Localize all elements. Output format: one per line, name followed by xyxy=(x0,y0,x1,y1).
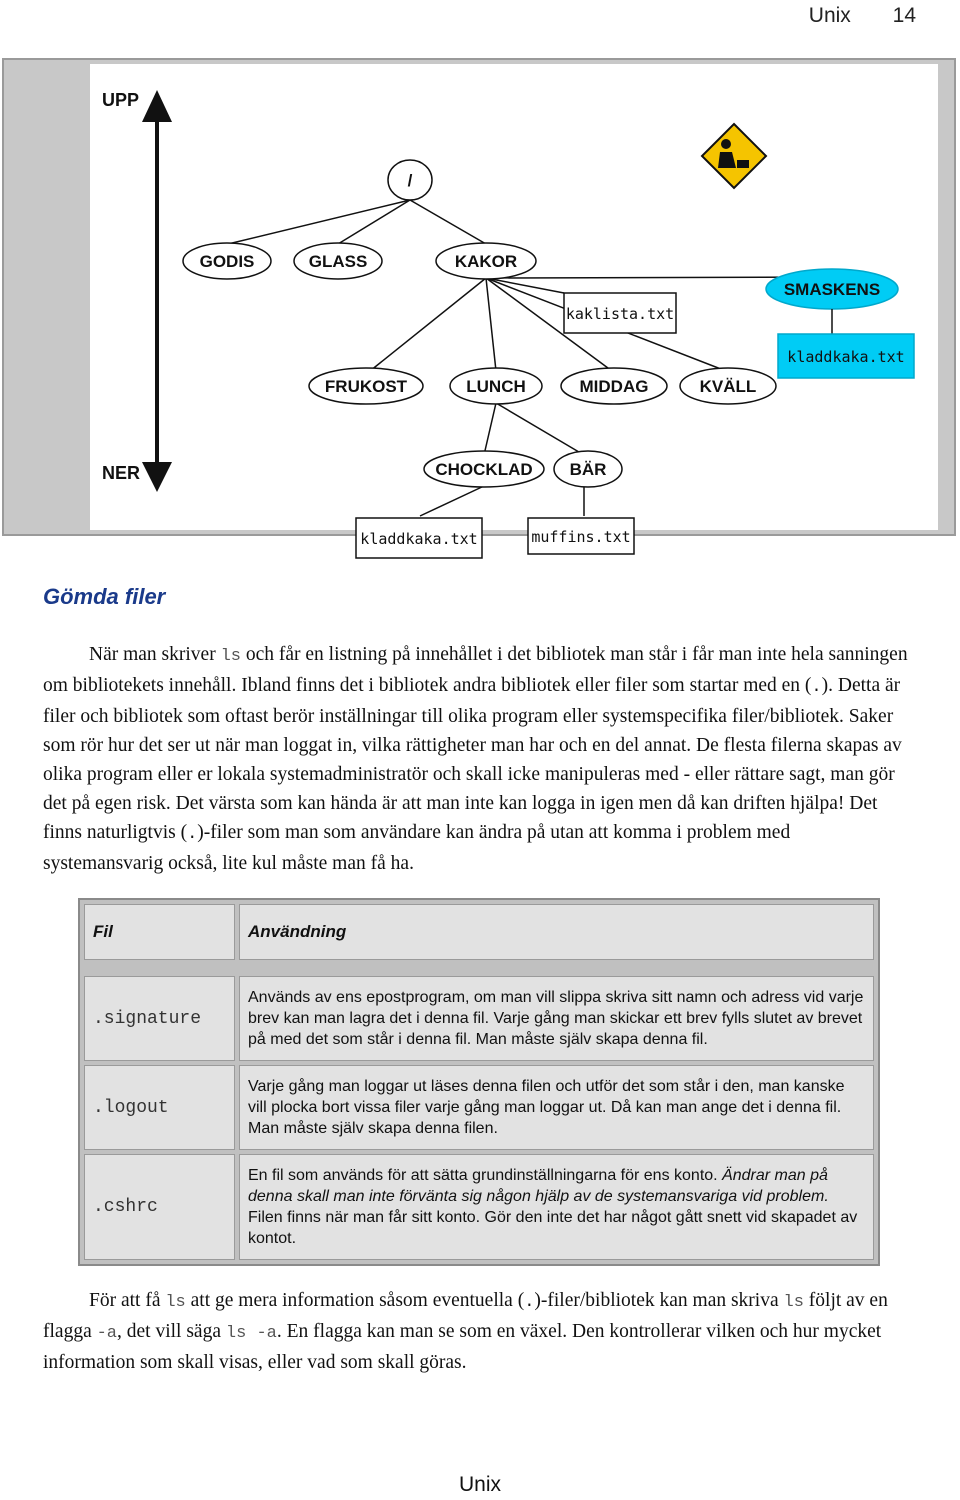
kladdkaka-top-label: kladdkaka.txt xyxy=(787,348,905,366)
text-span: En fil som används för att sätta grundinställningarna för ens konto. xyxy=(248,1167,723,1184)
intro-paragraph xyxy=(43,640,909,878)
table-row xyxy=(84,976,874,1061)
muffins-label: muffins.txt xyxy=(531,528,631,546)
header-file: Fil xyxy=(84,904,235,960)
page-number: 14 xyxy=(892,4,916,27)
kakor-label: KAKOR xyxy=(454,252,518,271)
hidden-files-table xyxy=(78,898,880,1266)
godis-label: GODIS xyxy=(199,252,255,271)
inline-code: ls -a xyxy=(225,1324,277,1343)
header-title: Unix xyxy=(808,4,851,27)
table-header-row xyxy=(84,904,874,960)
inline-code: ls xyxy=(783,1293,804,1312)
middag-label: MIDDAG xyxy=(579,377,649,396)
arrow-down-icon xyxy=(142,462,172,492)
text-span: ). Detta är filer och bibliotek som oftast berör inställningar till olika program eller systemspecifika filer/bibliotek. Saker som rör hur det ser ut när man loggat in, vilka rättigheter man har och en del annat. De flesta filerna skapas av olika program eller er lokala systemadministratör och skall icke manipuleras med - eller rättare sagt, man gör det på egen risk. Det värsta som kan hända är att man inte kan logga in igen men då kan driften hjälpa! Det finns naturligtvis ( xyxy=(43,675,902,843)
file-desc-cell xyxy=(239,1154,874,1260)
construction-worker-icon xyxy=(702,124,766,188)
text-span: följt av en flagga xyxy=(43,1290,888,1342)
page-footer: Unix xyxy=(458,1473,501,1496)
table-row xyxy=(84,1154,874,1260)
ls-flag-paragraph xyxy=(43,1286,909,1377)
figure-canvas xyxy=(90,64,938,548)
emphasis-text: Ändrar man på denna skall man inte förvänta sig någon hjälp av de systemansvariga vid problem. xyxy=(248,1167,829,1205)
inline-code: . xyxy=(187,825,198,844)
directory-tree-figure xyxy=(2,58,956,548)
page-header xyxy=(779,4,916,28)
arrow-up-icon xyxy=(142,90,172,122)
kladdkaka-bottom-label: kladdkaka.txt xyxy=(360,530,478,548)
frukost-label: FRUKOST xyxy=(324,377,408,396)
text-span: Filen finns när man får sitt konto. Gör den inte det har något gått snett vid skapadet av kontot. xyxy=(248,1209,858,1247)
text-span: )-filer/bibliotek kan man skriva xyxy=(534,1290,784,1311)
kvall-label: KVÄLL xyxy=(699,377,757,396)
text-span: När man skriver xyxy=(89,644,221,665)
table-spacer xyxy=(84,964,874,972)
axis-down-label: NER xyxy=(102,463,141,483)
glass-label: GLASS xyxy=(308,252,368,271)
kaklista-label: kaklista.txt xyxy=(565,305,675,323)
lunch-label: LUNCH xyxy=(466,377,526,396)
chocklad-label: CHOCKLAD xyxy=(435,460,533,479)
file-desc-cell: Varje gång man loggar ut läses denna filen och utför det som står i den, man kanske vill plocka bort vissa filer varje gång man loggar ut. Då kan man ange det i denna fil. Man måste själv skapa denna filen. xyxy=(239,1065,874,1150)
text-span: att ge mera information såsom eventuella ( xyxy=(185,1290,525,1311)
axis-up-label: UPP xyxy=(102,90,140,110)
root-label: / xyxy=(407,171,413,190)
text-span: )-filer som man som användare kan ändra på utan att komma i problem med systemansvarig också, lite kul måste man få ha. xyxy=(43,822,791,874)
inline-code: ls xyxy=(220,647,241,666)
header-usage: Användning xyxy=(239,904,874,960)
directory-tree-diagram xyxy=(90,64,938,548)
inline-code: . xyxy=(524,1293,535,1312)
smaskens-label: SMASKENS xyxy=(783,280,881,299)
inline-code: -a xyxy=(96,1324,118,1343)
bar-label: BÄR xyxy=(569,460,607,479)
file-desc-cell: Används av ens epostprogram, om man vill slippa skriva sitt namn och adress vid varje brev kan man lagra det i denna fil. Varje gång man skickar ett brev fylls slutet av brevet på med det som står i denna fil. Man måste själv skapa denna fil. xyxy=(239,976,874,1061)
inline-code: ls xyxy=(165,1293,186,1312)
inline-code: . xyxy=(811,678,822,697)
file-name-cell: .cshrc xyxy=(84,1154,235,1260)
file-name-cell: .logout xyxy=(84,1065,235,1150)
text-span: och får en listning på innehållet i det bibliotek man står i får man inte hela sanningen om bibliotekets innehåll. Ibland finns det i bibliotek andra bibliotek eller filer som startar med en ( xyxy=(43,644,908,696)
section-title: Gömda filer xyxy=(43,584,166,609)
text-span: . En flagga kan man se som en växel. Den kontrollerar vilken och hur mycket information som skall visas, eller vad som skall göras. xyxy=(43,1321,882,1373)
text-span: För att få xyxy=(89,1290,166,1311)
table-row xyxy=(84,1065,874,1150)
text-span: , det vill säga xyxy=(117,1321,226,1342)
file-name-cell: .signature xyxy=(84,976,235,1061)
